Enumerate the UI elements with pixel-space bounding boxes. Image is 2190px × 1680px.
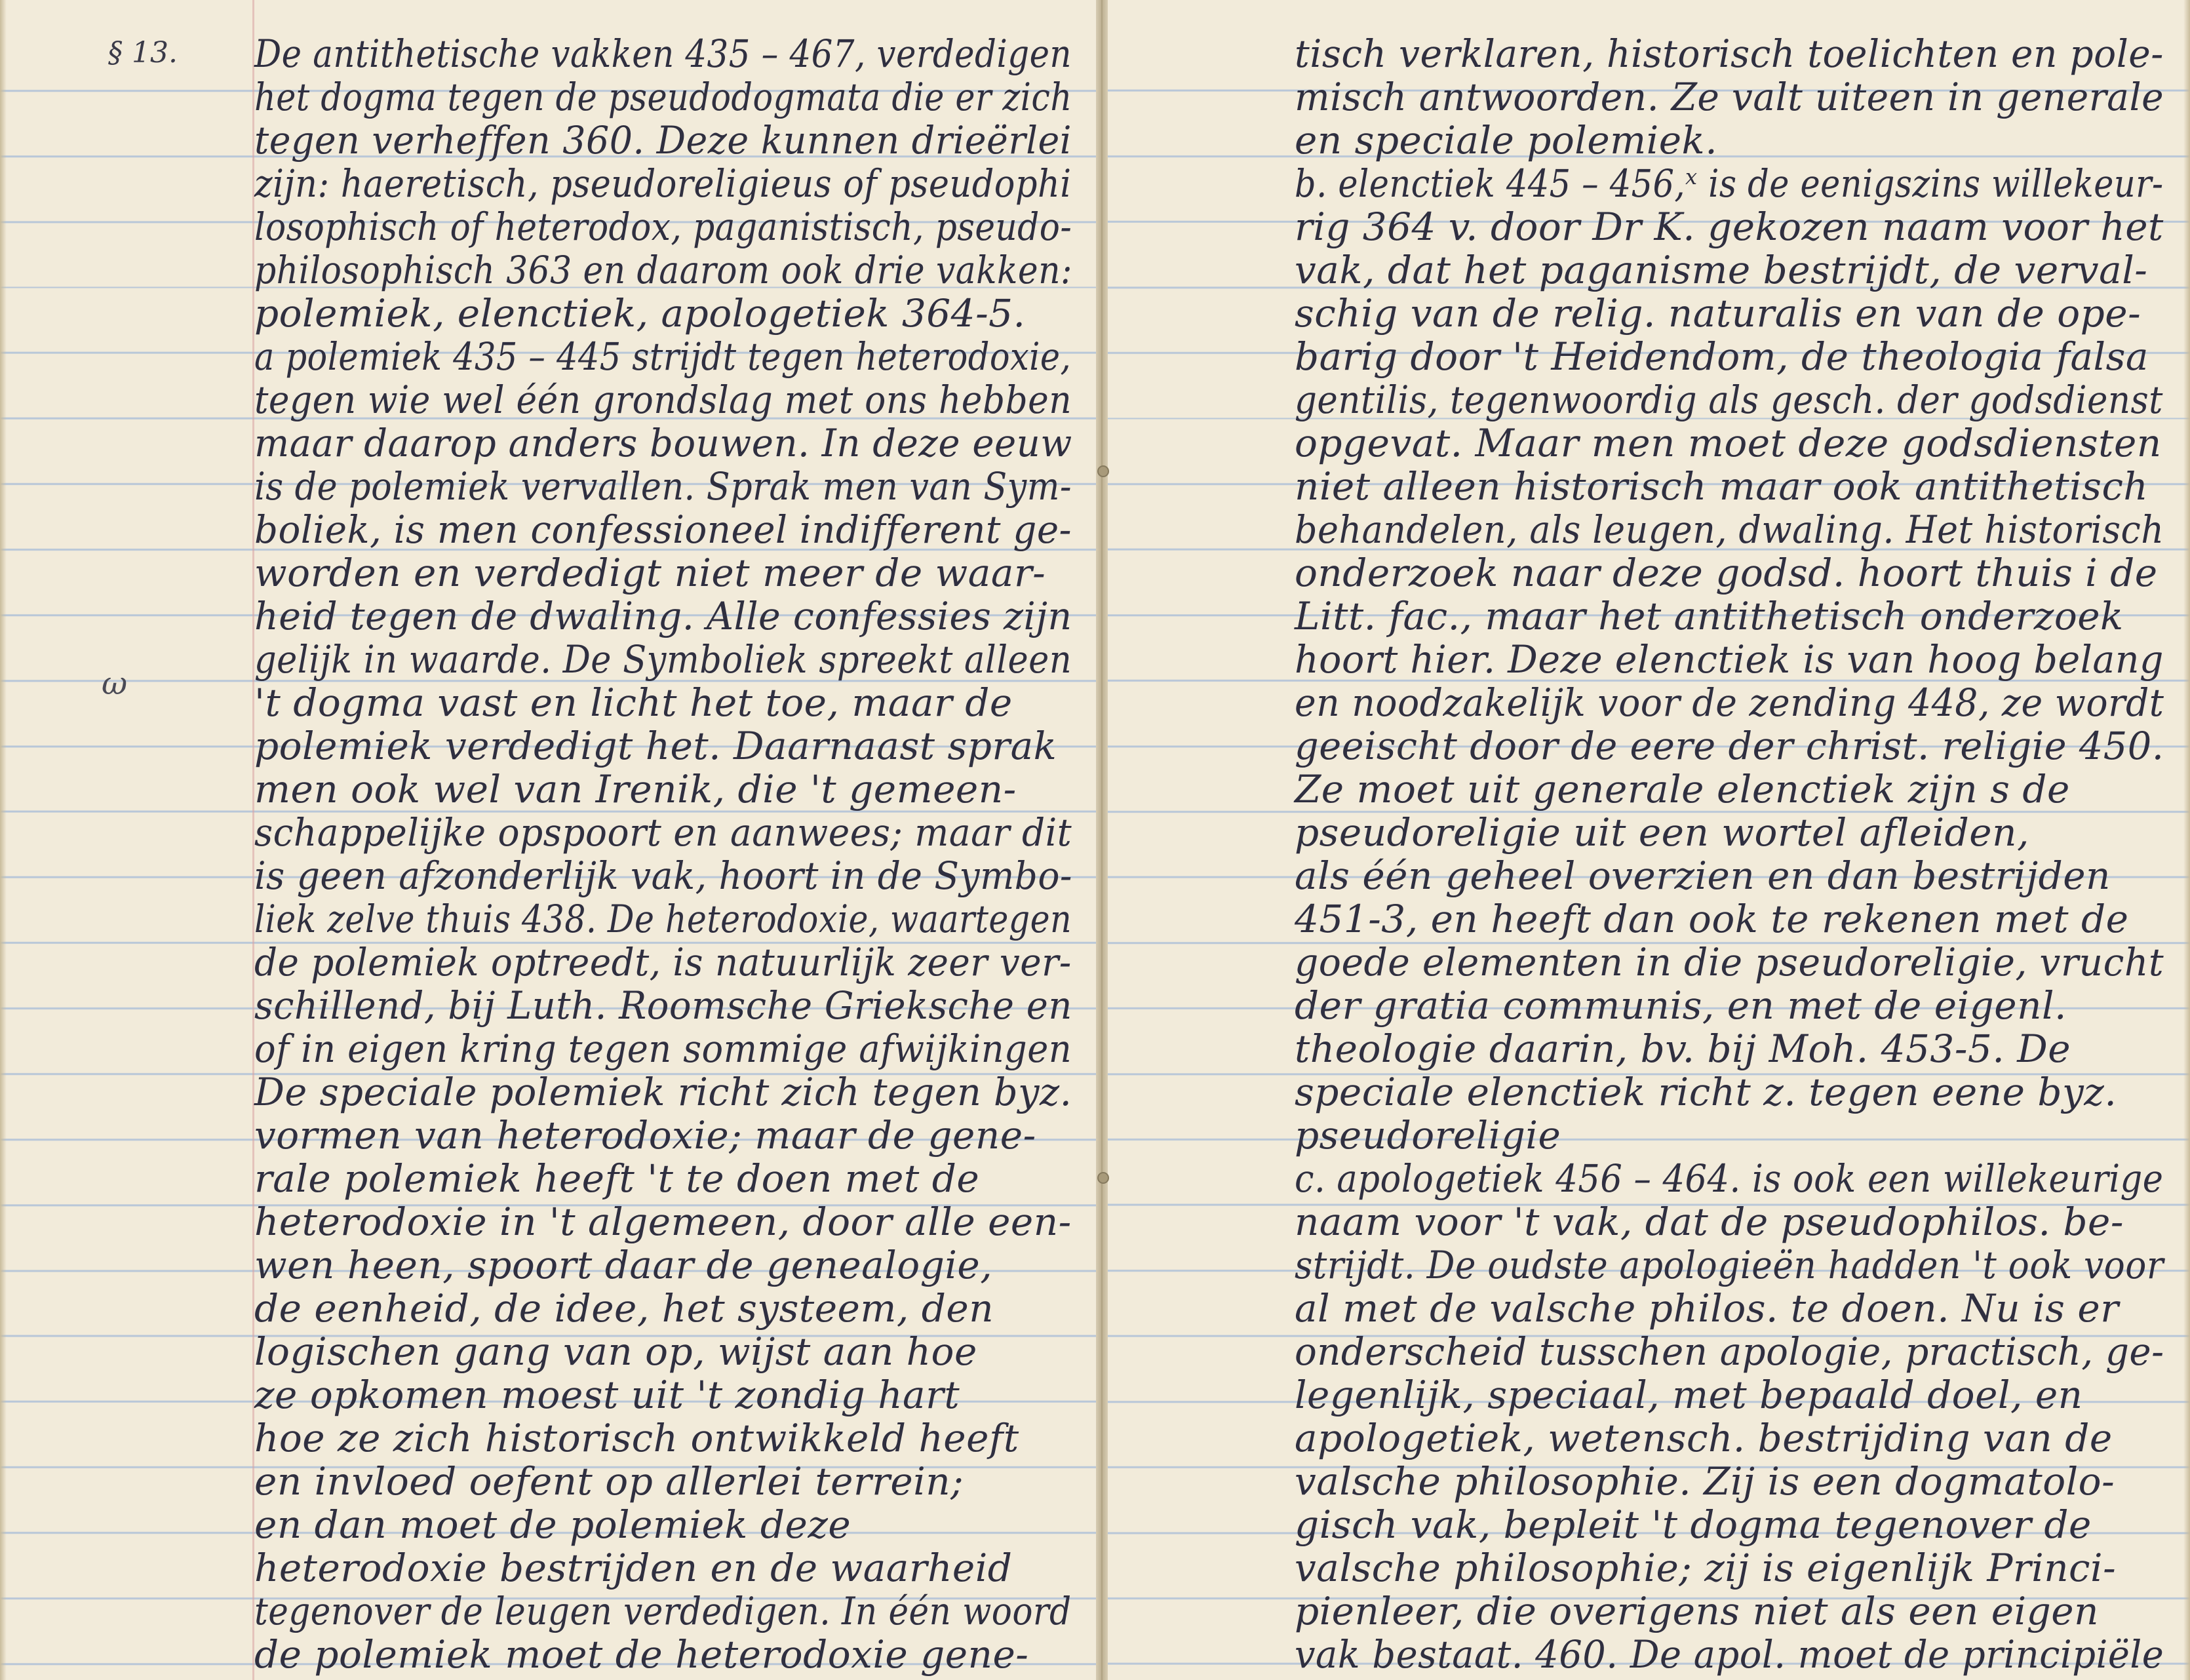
margin-mark: ω [102,665,128,702]
text-line: philosophisch 363 en daarom ook drie vakken: [254,248,1072,292]
text-line: is de polemiek vervallen. Sprak men van Sym- [254,464,1072,509]
text-line: ze opkomen moest uit 't zondig hart [254,1373,960,1417]
page-edge [2183,0,2190,1680]
text-line: tisch verklaren, historisch toelichten en pole- [1295,31,2164,76]
text-line: tegen verheffen 360. Deze kunnen drieërlei [254,118,1072,163]
page-edge [0,0,7,1680]
right-page [1105,0,2190,1680]
text-line: gelijk in waarde. De Symboliek spreekt alleen [254,637,1072,682]
text-line: heid tegen de dwaling. Alle confessies zijn [254,594,1072,638]
text-line: opgevat. Maar men moet deze godsdiensten [1295,421,2162,465]
text-line: en noodzakelijk voor de zending 448, ze wordt [1295,680,2164,725]
text-line: barig door 't Heidendom, de theologia falsa [1295,334,2149,379]
text-line: b. elenctiek 445 – 456,ˣ is de eenigszins willekeur- [1295,161,2164,206]
text-line: hoe ze zich historisch ontwikkeld heeft [254,1416,1019,1460]
text-line: rig 364 v. door Dr K. gekozen naam voor het [1295,205,2164,249]
text-line: strijdt. De oudste apologieën hadden 't ook voor [1295,1243,2164,1287]
text-line: misch antwoorden. Ze valt uiteen in generale [1295,75,2164,119]
text-line: c. apologetiek 456 – 464. is ook een willekeurige [1295,1156,2164,1201]
text-line: en invloed oefent op allerlei terrein; [254,1459,964,1504]
text-line: Ze moet uit generale elenctiek zijn s de [1295,767,2070,811]
text-line: of in eigen kring tegen sommige afwijkingen [254,1026,1072,1071]
text-line: liek zelve thuis 438. De heterodoxie, waartegen [254,897,1072,941]
text-line: schillend, bij Luth. Roomsche Grieksche en [254,983,1072,1028]
text-line: goede elementen in die pseudoreligie, vrucht [1295,940,2164,985]
text-line: logischen gang van op, wijst aan hoe [254,1329,977,1374]
binding-staple [1097,1172,1109,1184]
text-line: naam voor 't vak, dat de pseudophilos. be- [1295,1200,2124,1244]
text-line: zijn: haeretisch, pseudoreligieus of pseudophi [254,161,1072,206]
text-line: schappelijke opspoort en aanwees; maar dit [254,810,1072,855]
text-line: apologetiek, wetensch. bestrijding van de [1295,1416,2113,1460]
text-line: 't dogma vast en licht het toe, maar de [254,680,1013,725]
text-line: tegenover de leugen verdedigen. In één woord [254,1589,1072,1633]
text-line: polemiek, elenctiek, apologetiek 364-5. [254,291,1026,336]
text-line: niet alleen historisch maar ook antithetisch [1295,464,2149,509]
text-line: men ook wel van Irenik, die 't gemeen- [254,767,1017,811]
text-line: en speciale polemiek. [1295,118,1718,163]
text-line: speciale elenctiek richt z. tegen eene byz. [1295,1070,2117,1114]
text-line: pienleer, die overigens niet als een eigen [1295,1589,2099,1633]
text-line: als één geheel overzien en dan bestrijden [1295,853,2111,898]
text-line: is geen afzonderlijk vak, hoort in de Symbo- [254,853,1072,898]
text-line: De antithetische vakken 435 – 467, verdedigen [254,31,1072,76]
text-line: legenlijk, speciaal, met bepaald doel, en [1295,1373,2083,1417]
text-line: worden en verdedigt niet meer de waar- [254,551,1046,595]
text-line: de eenheid, de idee, het systeem, den [254,1286,994,1331]
text-line: en dan moet de polemiek deze [254,1502,851,1547]
binding-fold [1096,0,1108,1680]
binding-staple [1097,465,1109,477]
text-line: losophisch of heterodox, paganistisch, pseudo- [254,205,1072,249]
text-line: Litt. fac., maar het antithetisch onderzoek [1295,594,2124,638]
text-line: rale polemiek heeft 't te doen met de [254,1156,980,1201]
text-line: vormen van heterodoxie; maar de gene- [254,1113,1036,1158]
text-line: maar daarop anders bouwen. In deze eeuw [254,421,1072,465]
text-line: pseudoreligie [1295,1113,1561,1158]
text-line: hoort hier. Deze elenctiek is van hoog belang [1295,637,2164,682]
text-line: der gratia communis, en met de eigenl. [1295,983,2067,1028]
text-line: behandelen, als leugen, dwaling. Het historisch [1295,507,2164,552]
text-line: a polemiek 435 – 445 strijdt tegen heterodoxie, [254,334,1072,379]
text-line: het dogma tegen de pseudodogmata die er zich [254,75,1072,119]
text-line: vak, dat het paganisme bestrijdt, de verval- [1295,248,2148,292]
text-line: gentilis, tegenwoordig als gesch. der godsdienst [1295,378,2163,422]
text-line: gisch vak, bepleit 't dogma tegenover de [1295,1502,2092,1547]
text-line: heterodoxie bestrijden en de waarheid [254,1546,1013,1590]
text-line: 451-3, en heeft dan ook te rekenen met de [1295,897,2129,941]
text-line: heterodoxie in 't algemeen, door alle een- [254,1200,1072,1244]
text-line: vak bestaat. 460. De apol. moet de principiële [1295,1632,2164,1677]
text-line: de polemiek moet de heterodoxie gene- [254,1632,1029,1677]
text-line: de polemiek optreedt, is natuurlijk zeer ver- [254,940,1072,985]
text-line: valsche philosophie. Zij is een dogmatolo- [1295,1459,2115,1504]
text-line: onderzoek naar deze godsd. hoort thuis i de [1295,551,2158,595]
text-line: onderscheid tusschen apologie, practisch, ge- [1295,1329,2164,1374]
text-line: schig van de relig. naturalis en van de ope- [1295,291,2141,336]
section-number: § 13. [108,36,178,69]
text-line: al met de valsche philos. te doen. Nu is er [1295,1286,2119,1331]
text-line: pseudoreligie uit een wortel afleiden, [1295,810,2029,855]
text-line: geeischt door de eere der christ. religie 450. [1295,724,2164,768]
text-line: wen heen, spoort daar de genealogie, [254,1243,993,1287]
text-line: tegen wie wel één grondslag met ons hebben [254,378,1072,422]
text-line: De speciale polemiek richt zich tegen byz. [254,1070,1072,1114]
text-line: theologie daarin, bv. bij Moh. 453-5. De [1295,1026,2071,1071]
text-line: boliek, is men confessioneel indifferent ge- [254,507,1072,552]
text-line: valsche philosophie; zij is eigenlijk Princi- [1295,1546,2117,1590]
text-line: polemiek verdedigt het. Daarnaast sprak [254,724,1057,768]
